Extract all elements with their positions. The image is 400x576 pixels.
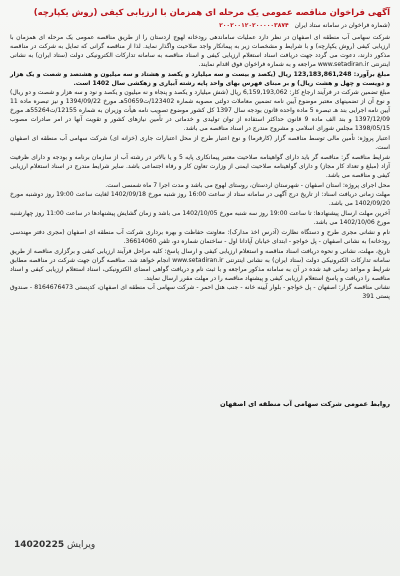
location-paragraph: محل اجرای پروژه: استان اصفهان - شهرستان اردستان، روستای لهوج می باشد و مدت اجرا 7 ماه شمسی است.: [105, 181, 390, 189]
public-relations-signature: روابط عمومی شرکت سهامی آب منطقه ای اصفهان: [219, 400, 390, 408]
submission-deadline-paragraph: آخرین مهلت ارسال پیشنهادها: تا ساعت 19:00 روز سه شنبه مورخ 1402/10/05 می باشد و زمان گشایش پیشنهادها در ساعت 11:00 روز چهارشنبه مورخ 1402/10/06 می باشد.: [10, 210, 390, 227]
bidder-conditions-paragraph: شرایط مناقصه گر: مناقصه گر باید دارای گواهینامه صلاحیت معتبر پیمانکاری پایه 5 و یا بالاتر در رشته آب از سازمان برنامه و بودجه و دارای ظرفیت آزاد (مبلغ و تعداد کار مجاز) و دارای گواهینامه صلاحیت ایمنی از وزارت تعاون کار و رفاه اجتماعی باشد. سایر شرایط مندرج در اسناد استعلام ارزیابی کیفی و مناقصه می باشد.: [10, 153, 390, 179]
supervisor-paragraph: نام و نشانی مجری طرح و دستگاه نظارت (آدرس اخذ مدارک): معاونت حفاظت و بهره برداری شرکت آب منطقه ای اصفهان (مجری دفتر مهندسی رودخانه) به نشانی اصفهان - پل خواجو - ابتدای خیابان آپادانا اول - ساختمان شماره دو، تلفن 36614060.: [10, 229, 390, 245]
credit-paragraph: اعتبار پروژه: تأمین مالی توسط مناقصه گزار (کارفرما) و نوع اعتبار طرح از محل اعتبارات جاری (خزانه ای) شرکت سهامی آب منطقه ای اصفهان است.: [10, 134, 390, 151]
tender-number-label: (شماره فراخوان در سامانه ستاد ایران: [294, 22, 390, 29]
notice-body: [10, 34, 390, 303]
version-stamp: [14, 540, 95, 550]
address-paragraph: نشانی مناقصه گزار: اصفهان - پل خواجو - بلوار آیینه خانه - جنب هتل احمر - شرکت سهامی آب منطقه ای اصفهان، کدپستی 8164676473 - صندوق پستی 391: [10, 284, 390, 301]
tender-number-line: [10, 22, 390, 29]
version-number: 14020225: [14, 540, 65, 550]
document-deadline-paragraph: مهلت زمانی دریافت اسناد: از تاریخ درج آگهی در سامانه ستاد از ساعت 16:00 روز شنبه مورخ 1402/09/18 لغایت ساعت 19:00 روز دوشنبه مورخ 1402/09/20 می باشد.: [10, 191, 390, 208]
version-label: ویرایش: [66, 540, 96, 550]
procedure-paragraph: تاریخ، مهلت، نشانی و نحوه دریافت اسناد مناقصه و استعلام ارزیابی کیفی و ارسال پاسخ: کلیه مراحل فرآیند ارزیابی کیفی و برگزاری مناقصه از طریق سامانه تدارکات الکترونیکی دولت (ستاد ایران) به نشانی اینترنتی www.setadiran.ir انجام خواهد شد. مناقصه گران جهت شرکت در مناقصه مطابق شرایط و مواعد زمانی قید شده در آن به سامانه مذکور مراجعه و با ثبت نام و دریافت گواهی امضای الکترونیکی، اسناد استعلام ارزیابی کیفی و اسناد مناقصه را دریافت و پاسخ استعلام ارزیابی کیفی و پیشنهاد مناقصه را در مهلت مقرر ارسال نمایند.: [10, 247, 390, 282]
tender-number: ۲۰۰۲۰۰۱۲۰۲۰۰۰۰۰۳۸۷۴: [219, 22, 289, 29]
guarantee-paragraph: مبلغ تضمین شرکت در فرآیند ارجاع کار: 6,159,193,062 ریال (شش میلیارد و یکصد و پنجاه و نه میلیون و یکصد و نود و سه هزار و شصت و دو ریال) و نوع آن از تضمینهای معتبر موضوع آیین نامه تضمین معاملات دولتی مصوبه شماره 123402/ت50659هـ مورخ 1394/09/22 و نیز تبصره ماده 11 آیین نامه اجرایی بند هـ تبصره 5 ماده واحده قانون بودجه سال 1397 کل کشور موضوع تصویب نامه هیأت وزیران به شماره 12155/ت55264هـ مورخ 1397/12/09 و بند الف ماده 9 قانون حداکثر استفاده از توان تولیدی و خدماتی در تأمین نیازهای کشور و تقویت آنها در امر صادرات مصوب 1398/05/15 مجلس شورای اسلامی و مشروح مندرج در اسناد مناقصه می باشد.: [10, 89, 391, 133]
intro-paragraph: شرکت سهامی آب منطقه ای اصفهان در نظر دارد عملیات ساماندهی رودخانه لهوج اردستان را از طریق مناقصه عمومی یک مرحله ای همزمان با ارزیابی کیفی (روش یکپارچه) و با شرایط و مشخصات زیر به پیمانکار واجد صلاحیت واگذار نماید. لذا از مناقصه گرانی که تمایل به شرکت در مناقصه مذکور دارند، دعوت می گردد جهت دریافت اسناد استعلام ارزیابی کیفی و اسناد مناقصه به سامانه تدارکات الکترونیکی دولت (ستاد ایران) به نشانی اینترنتی www.setadiran.ir مراجعه و به شماره فراخوان فوق اقدام نمایند.: [10, 34, 390, 68]
estimate-paragraph: مبلغ برآورد: 123,183,861,248 ریال (یکصد و بیست و سه میلیارد و یکصد و هشتاد و سه میلیون و هشتصد و شصت و یک هزار و دویست و چهل و هشت ریال) و بر مبنای فهرس بهای واحد پایه رشته آبیاری و زهکشی سال 1402 است.: [10, 70, 390, 87]
notice-title: آگهی فراخوان مناقصه عمومی یک مرحله ای همزمان با ارزیابی کیفی (روش یکپارچه): [33, 8, 390, 18]
